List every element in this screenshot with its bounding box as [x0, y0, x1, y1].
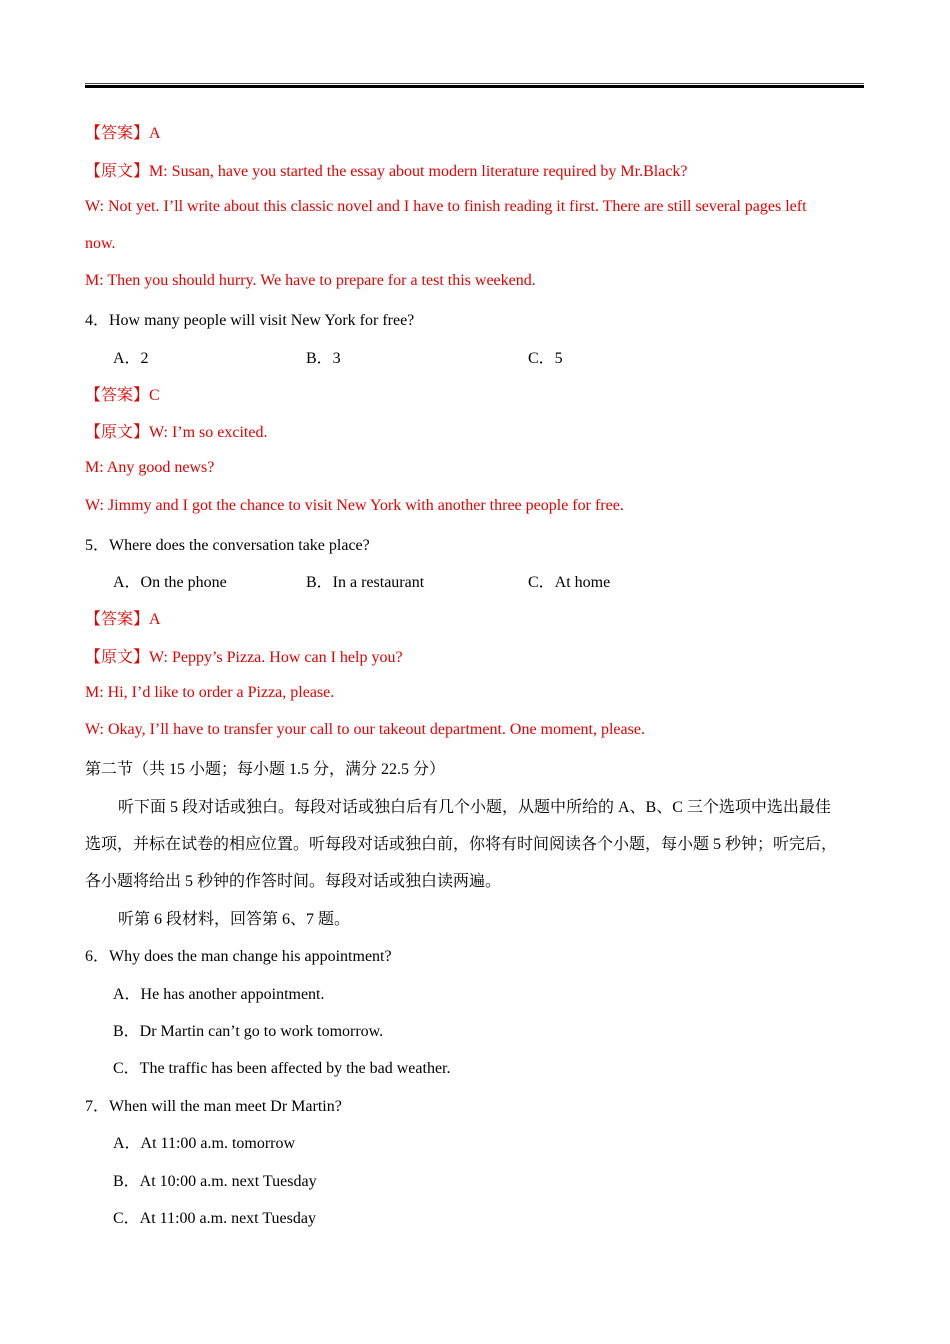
- instructions-line: 听下面 5 段对话或独白。每段对话或独白后有几个小题，从题中所给的 A、B、C 三个选项中选出最佳: [118, 798, 831, 816]
- transcript-line: now.: [85, 234, 116, 252]
- option-line: B．At 10:00 a.m. next Tuesday: [113, 1172, 317, 1190]
- answer-line: 【答案】A: [85, 125, 161, 143]
- instructions-line: 各小题将给出 5 秒钟的作答时间。每段对话或独白读两遍。: [85, 873, 502, 891]
- transcript-line: W: Not yet. I’ll write about this classic novel and I have to finish reading it first. There are still several pages left: [85, 197, 807, 215]
- question-line: 5．Where does the conversation take place?: [85, 536, 370, 554]
- option-line: A．At 11:00 a.m. tomorrow: [113, 1135, 296, 1153]
- options-row: [85, 337, 875, 374]
- option-item: C．5: [528, 349, 563, 367]
- option-item: B．3: [306, 349, 341, 367]
- option-item: C．At home: [528, 574, 611, 592]
- transcript-line: M: Any good news?: [85, 459, 215, 477]
- question-line: 6．Why does the man change his appointment?: [85, 948, 392, 966]
- transcript-line: 【原文】W: I’m so excited.: [85, 424, 268, 442]
- option-line: A．He has another appointment.: [113, 985, 325, 1003]
- option-item: A．2: [113, 349, 149, 367]
- transcript-line: 【原文】W: Peppy’s Pizza. How can I help you?: [85, 648, 403, 666]
- option-line: C．At 11:00 a.m. next Tuesday: [113, 1209, 316, 1227]
- instructions-line: 选项，并标在试卷的相应位置。听每段对话或独白前，你将有时间阅读各个小题，每小题 5 秒钟；听完后，: [85, 835, 838, 853]
- transcript-line: W: Okay, I’ll have to transfer your call to our takeout department. One moment, please.: [85, 721, 645, 739]
- option-line: B．Dr Martin can’t go to work tomorrow.: [113, 1022, 384, 1040]
- option-item: B．In a restaurant: [306, 574, 425, 592]
- document-body: [85, 113, 875, 1235]
- header-divider-thin-line: [85, 83, 864, 84]
- transcript-line: W: Jimmy and I got the chance to visit New York with another three people for free.: [85, 496, 624, 514]
- section-heading: 第二节（共 15 小题；每小题 1.5 分，满分 22.5 分）: [85, 761, 446, 779]
- option-item: A．On the phone: [113, 574, 227, 592]
- transcript-line: 【原文】M: Susan, have you started the essay about modern literature required by Mr.Black?: [85, 162, 688, 180]
- transcript-line: M: Then you should hurry. We have to prepare for a test this weekend.: [85, 272, 536, 290]
- instructions-line: 听第 6 段材料，回答第 6、7 题。: [118, 910, 351, 928]
- question-line: 4．How many people will visit New York for free?: [85, 312, 415, 330]
- transcript-line: M: Hi, I’d like to order a Pizza, please.: [85, 683, 335, 701]
- header-divider-thick-line: [85, 85, 864, 88]
- options-row: [85, 562, 875, 599]
- question-line: 7．When will the man meet Dr Martin?: [85, 1097, 342, 1115]
- answer-line: 【答案】C: [85, 387, 160, 405]
- option-line: C．The traffic has been affected by the bad weather.: [113, 1060, 451, 1078]
- answer-line: 【答案】A: [85, 611, 161, 629]
